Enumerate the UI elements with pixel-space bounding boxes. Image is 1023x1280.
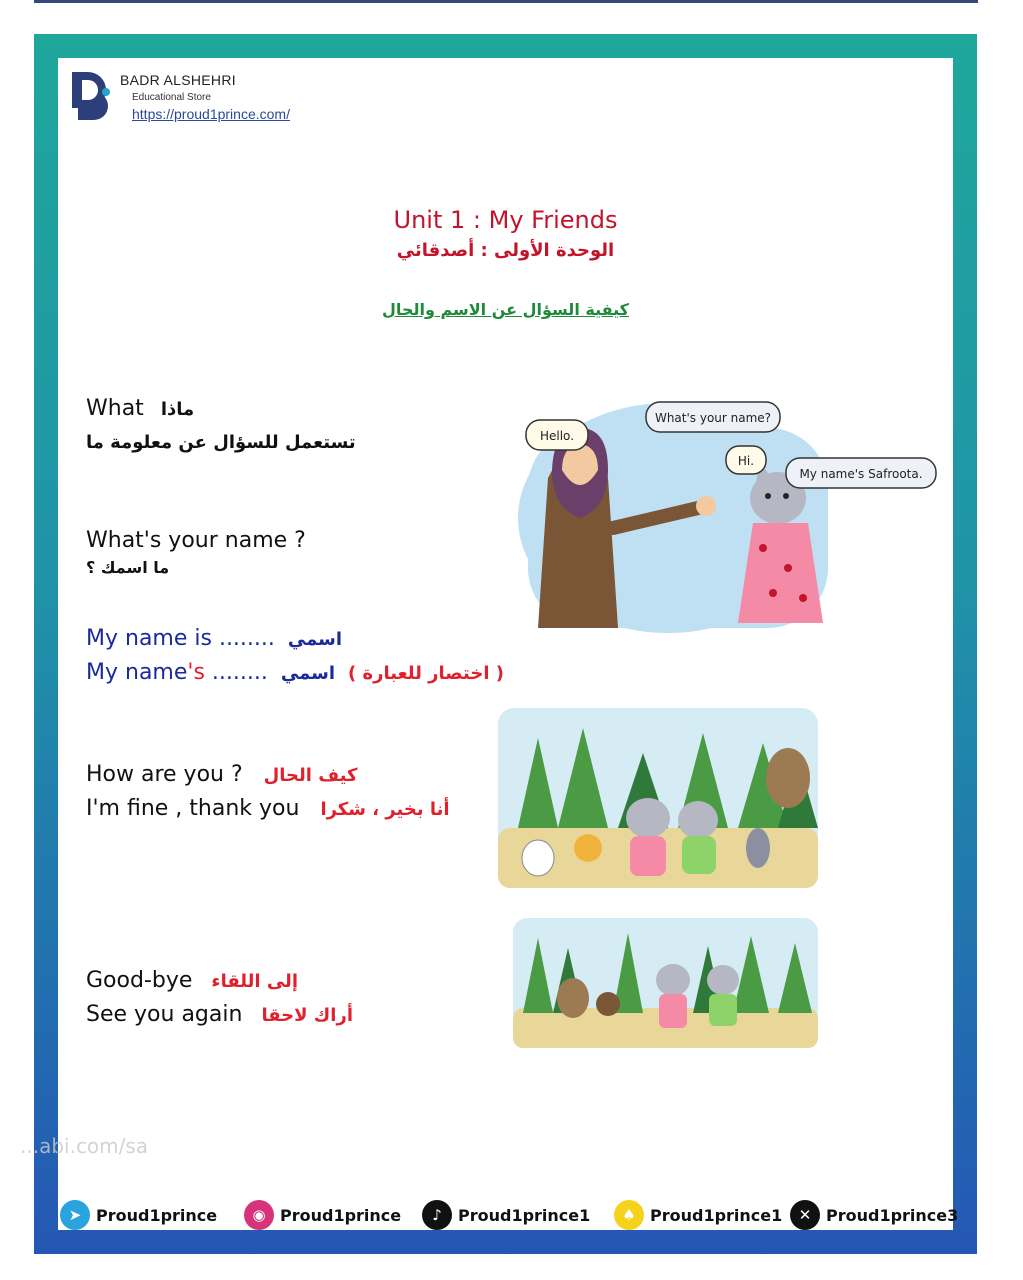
snapchat-icon: ♠ — [614, 1200, 644, 1230]
lesson-my-names-en: My name — [86, 660, 188, 685]
social-x-handle: Proud1prince3 — [826, 1205, 959, 1225]
greeting-illustration — [468, 358, 923, 648]
lesson-how-are-you-ar: كيف الحال — [263, 765, 358, 786]
social-instagram-handle: Proud1prince — [280, 1205, 402, 1225]
social-x[interactable] — [790, 1200, 958, 1230]
lesson-my-names-suffix: 's — [187, 660, 205, 685]
speech-bubble-hello — [526, 420, 588, 450]
speech-bubble-my-names-safroota — [786, 458, 936, 488]
brand-name: BADR ALSHEHRI — [120, 72, 236, 88]
brand-url-link[interactable]: https://proud1prince.com/ — [132, 106, 290, 122]
lesson-good-bye-en: Good-bye — [86, 968, 193, 993]
lesson-see-you-en: See you again — [86, 1002, 243, 1027]
lesson-what-ar: ماذا — [160, 399, 195, 420]
lesson-my-names-dots: ........ — [204, 660, 268, 685]
section-subtitle: كيفية السؤال عن الاسم والحال — [382, 300, 629, 319]
speech-bubble-hi — [726, 446, 766, 474]
svg-text:My name's Safroota.: My name's Safroota. — [799, 467, 923, 481]
lesson-good-bye-ar: إلى اللقاء — [211, 971, 298, 992]
social-snapchat-handle: Proud1prince1 — [650, 1205, 783, 1225]
svg-text:Hello.: Hello. — [539, 429, 575, 443]
forest-party-illustration — [498, 708, 818, 888]
lesson-im-fine — [86, 796, 450, 821]
x-icon: ✕ — [790, 1200, 820, 1230]
social-snapchat[interactable] — [614, 1200, 782, 1230]
lesson-how-are-you — [86, 762, 357, 787]
svg-text:What's your name?: What's your name? — [654, 411, 772, 425]
lesson-what — [86, 396, 194, 421]
social-tiktok-handle: Proud1prince1 — [458, 1205, 591, 1225]
lesson-my-name-is-en: My name is ........ — [86, 626, 275, 651]
lesson-how-are-you-en: How are you ? — [86, 762, 243, 787]
lesson-name-question — [86, 528, 306, 553]
lesson-my-names-ar: اسمي — [280, 663, 336, 684]
lesson-what-note: تستعمل للسؤال عن معلومة ما — [86, 432, 356, 453]
worksheet-page — [58, 58, 959, 1230]
brand-tagline: Educational Store — [132, 92, 211, 103]
top-rule — [34, 0, 978, 3]
social-footer — [58, 1200, 959, 1230]
social-telegram[interactable] — [60, 1200, 217, 1230]
telegram-icon: ➤ — [60, 1200, 90, 1230]
site-watermark: ...abi.com/sa — [20, 1134, 149, 1158]
page-title-arabic: الوحدة الأولى : أصدقائي — [396, 240, 615, 261]
social-telegram-handle: Proud1prince — [96, 1205, 218, 1225]
speech-bubble-whats-your-name — [646, 402, 780, 432]
lesson-what-en: What — [86, 396, 144, 421]
lesson-my-name-is — [86, 626, 342, 651]
lesson-name-question-ar: ما اسمك ؟ — [86, 558, 170, 577]
goodbye-illustration — [513, 918, 818, 1048]
brand-logo — [68, 68, 368, 138]
lesson-see-you — [86, 1002, 353, 1027]
lesson-my-names — [86, 660, 504, 685]
lesson-my-name-is-ar: اسمي — [287, 629, 343, 650]
svg-text:Hi.: Hi. — [737, 454, 755, 468]
lesson-name-question-en: What's your name ? — [86, 528, 306, 553]
social-instagram[interactable] — [244, 1200, 401, 1230]
lesson-see-you-ar: أراك لاحقا — [261, 1005, 353, 1026]
page-frame — [34, 34, 977, 1254]
tiktok-icon: ♪ — [422, 1200, 452, 1230]
lesson-good-bye — [86, 968, 298, 993]
brand-logo-icon — [68, 68, 116, 124]
page-title: Unit 1 : My Friends — [393, 206, 618, 234]
lesson-my-names-note: ( اختصار للعبارة ) — [348, 663, 504, 684]
lesson-im-fine-en: I'm fine , thank you — [86, 796, 300, 821]
lesson-im-fine-ar: أنا بخير ، شكرا — [320, 799, 450, 820]
social-tiktok[interactable] — [422, 1200, 590, 1230]
instagram-icon: ◉ — [244, 1200, 274, 1230]
